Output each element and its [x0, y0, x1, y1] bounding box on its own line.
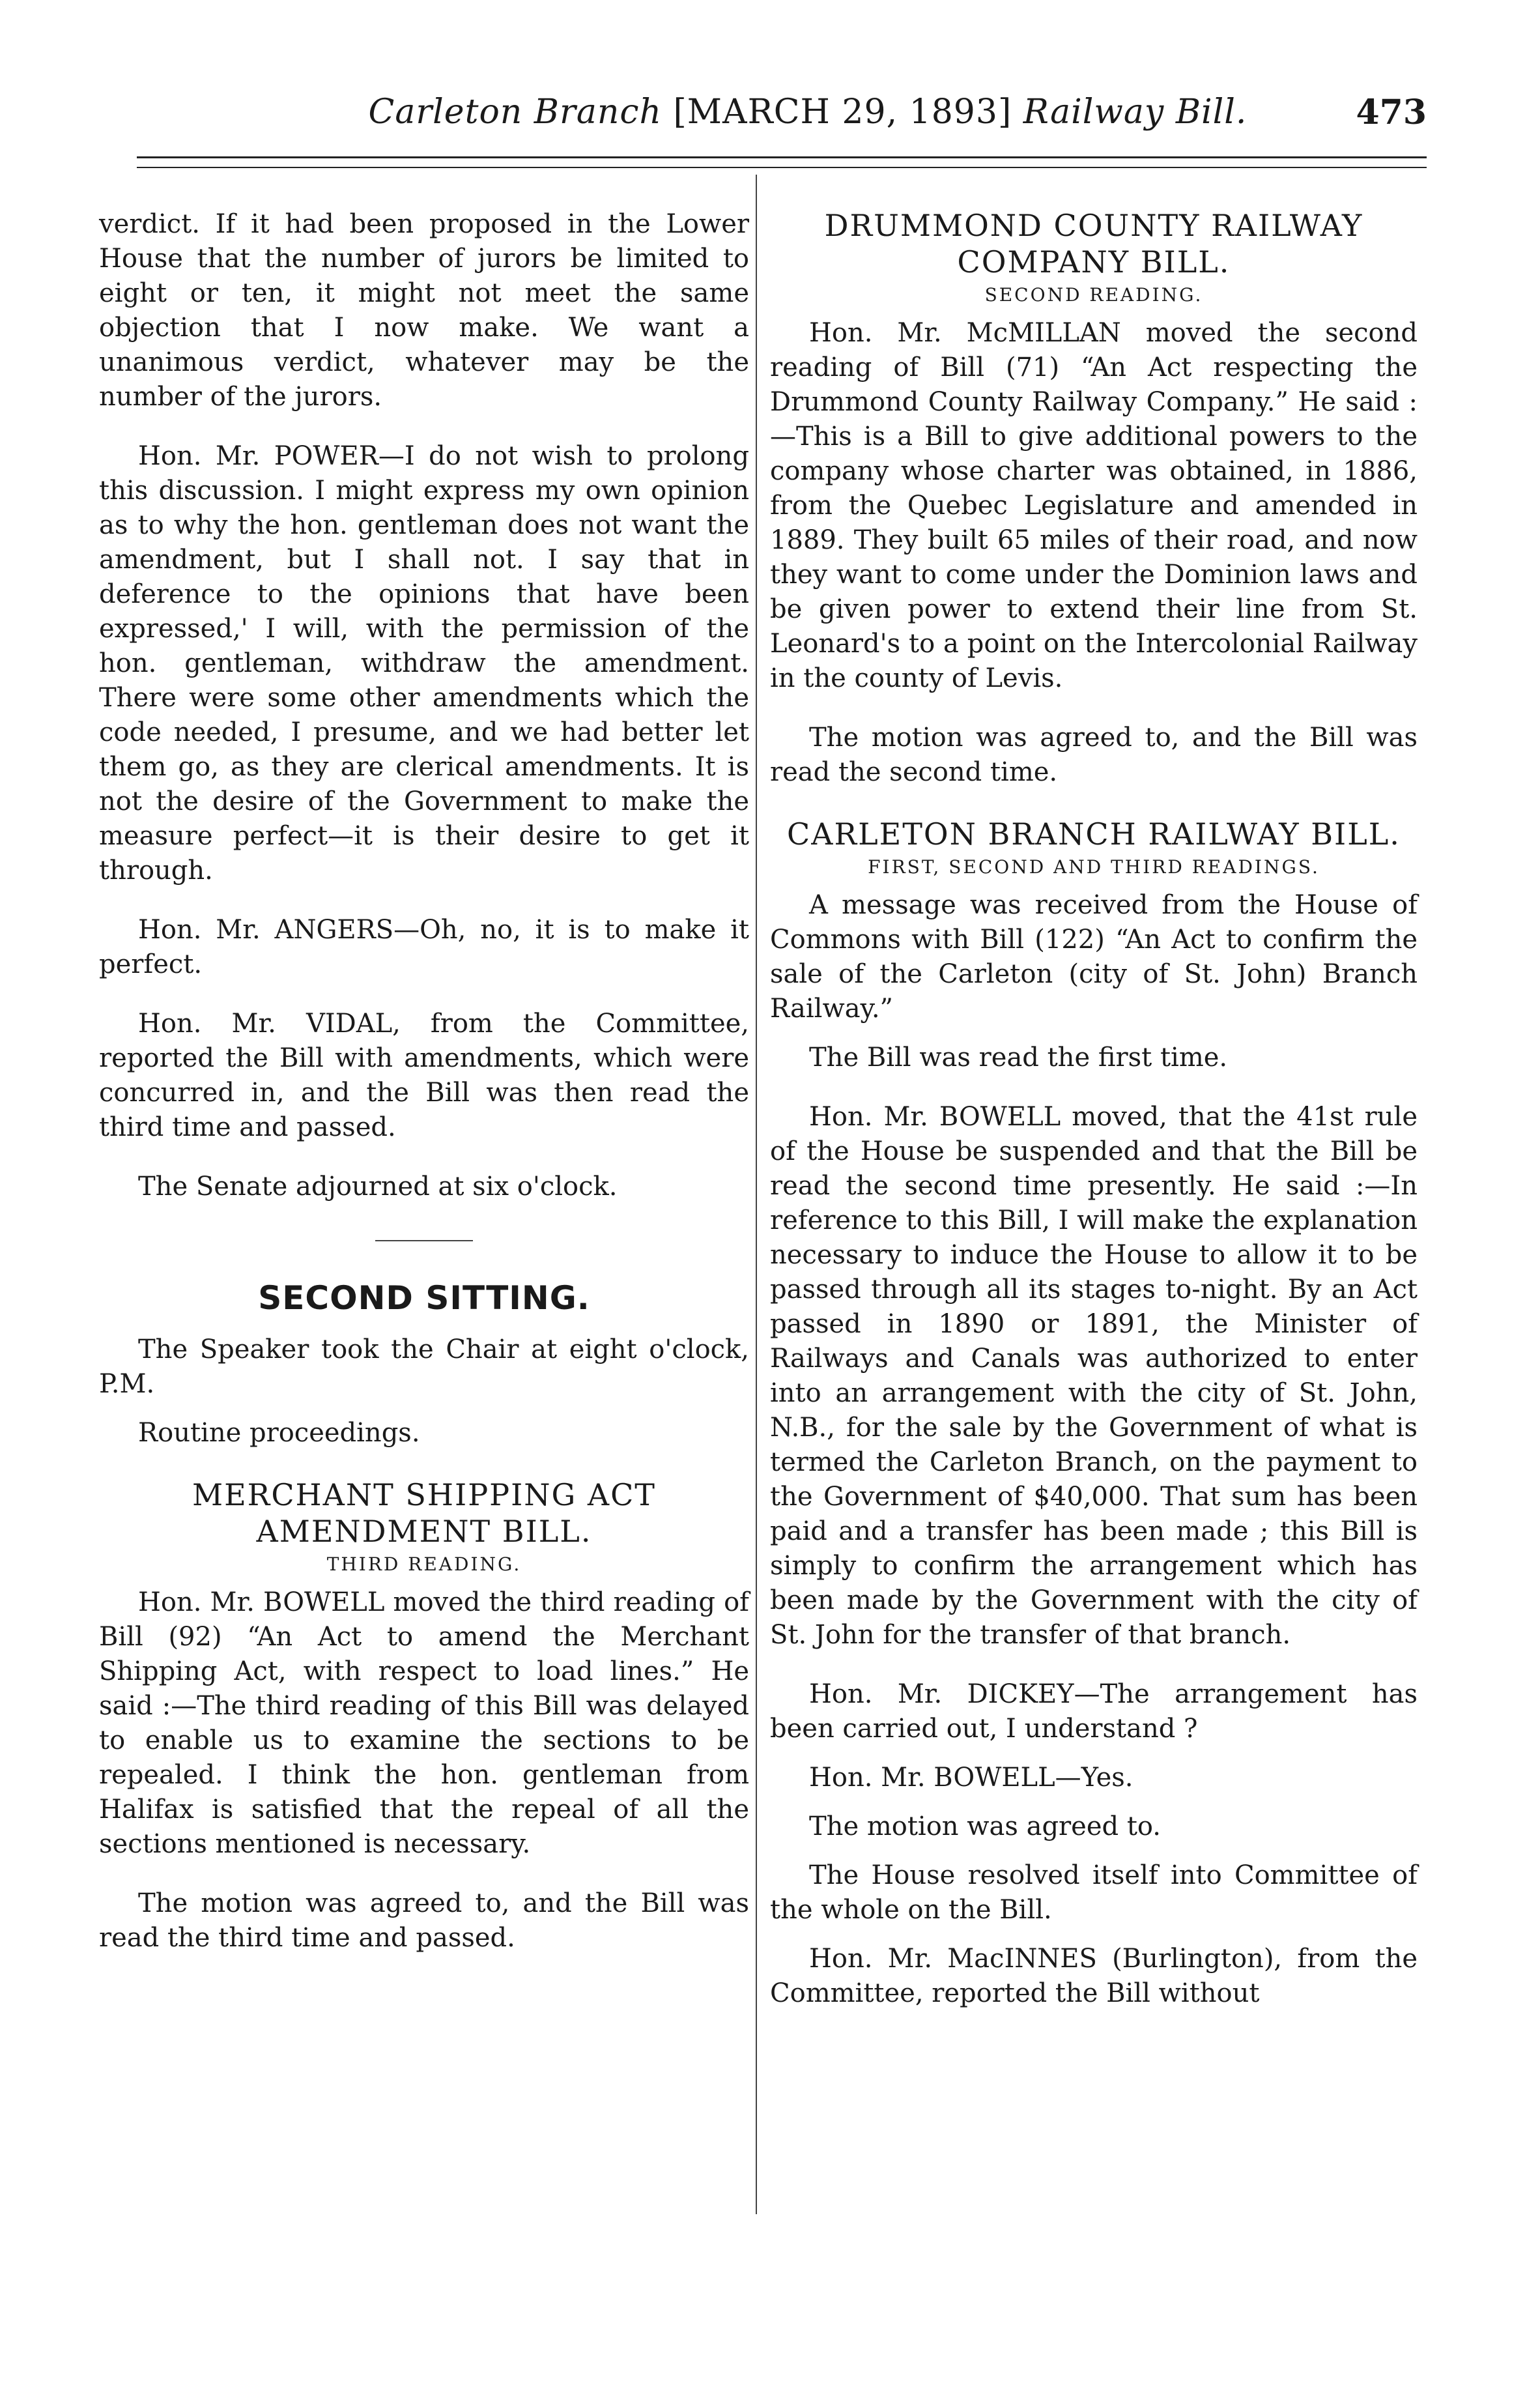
- column-divider: [756, 175, 757, 2214]
- section-separator: [375, 1240, 473, 1241]
- paragraph: Hon. Mr. McMILLAN moved the second reading of Bill (71) “An Act respecting the Drummond County Railway Company.” He said :—This is a Bill to give additional powers to the company whose charter was obtained, in 1886, from the Quebec Legislature and amended in 1889. They built 65 miles of their road, and now they want to come under the Dominion laws and be given power to extend their line from St. Leonard's to a point on the Intercolonial Railway in the county of Levis.: [770, 318, 1418, 693]
- paragraph: The motion was agreed to.: [809, 1811, 1161, 1841]
- page-number: 473: [1356, 93, 1427, 132]
- section-subheading: THIRD READING.: [326, 1553, 522, 1575]
- sitting-heading: SECOND SITTING.: [258, 1279, 590, 1317]
- running-title: [345, 93, 1270, 132]
- paragraph: Hon. Mr. POWER—I do not wish to prolong this discussion. I might express my own opinion as to why the hon. gentleman does not want the amendment, but I shall not. I say that in deference to the opinions that have been expressed,' I will, with the permission of the hon. gentleman, withdraw the amendment. There were some other amendments which the code needed, I presume, and we had better let them go, as they are clerical amendments. It is not the desire of the Government to make the measure perfect—it is their desire to get it through.: [99, 441, 749, 886]
- paragraph: Hon. Mr. MacINNES (Burlington), from the Committee, reported the Bill without: [770, 1944, 1418, 2008]
- paragraph: verdict. If it had been proposed in the Lower House that the number of jurors be limited to eight or ten, it might not meet the same objection that I now make. We want a unanimous verdict, whatever may be the number of the jurors.: [99, 209, 749, 412]
- section-subheading: FIRST, SECOND AND THIRD READINGS.: [868, 856, 1320, 878]
- section-subheading: SECOND READING.: [984, 284, 1203, 306]
- paragraph: The Senate adjourned at six o'clock.: [138, 1172, 618, 1202]
- running-title-date: [MARCH 29, 1893]: [673, 93, 1012, 132]
- section-heading-drummond: DRUMMOND COUNTY RAILWAY COMPANY BILL.: [824, 208, 1363, 280]
- paragraph: A message was received from the House of Commons with Bill (122) “An Act to confirm the sale of the Carleton (city of St. John) Branch Railway.”: [770, 890, 1418, 1024]
- section-heading-carleton: CARLETON BRANCH RAILWAY BILL.: [787, 816, 1401, 852]
- paragraph: The Speaker took the Chair at eight o'clock, P.M.: [99, 1335, 749, 1399]
- paragraph: Hon. Mr. ANGERS—Oh, no, it is to make it perfect.: [99, 915, 749, 979]
- paragraph: The House resolved itself into Committee of the whole on the Bill.: [770, 1860, 1418, 1925]
- section-heading-merchant-shipping: MERCHANT SHIPPING ACT AMENDMENT BILL.: [192, 1477, 656, 1549]
- paragraph: Hon. Mr. DICKEY—The arrangement has been carried out, I understand ?: [770, 1679, 1418, 1744]
- paragraph: Hon. Mr. BOWELL moved, that the 41st rule of the House be suspended and that the Bill be read the second time presently. He said :—In reference to this Bill, I will make the explanation necessary to induce the House to allow it to be passed through all its stages to-night. By an Act passed in 1890 or 1891, the Minister of Railways and Canals was authorized to enter into an arrangement with the city of St. John, N.B., for the sale by the Government of what is termed the Carleton Branch, on the payment to the Government of $40,000. That sum has been paid and a transfer has been made ; this Bill is simply to confirm the arrangement which has been made by the Government with the city of St. John for the transfer of that branch.: [770, 1102, 1418, 1650]
- right-column: [770, 207, 1418, 2011]
- paragraph: Hon. Mr. BOWELL—Yes.: [809, 1763, 1134, 1793]
- header-rule-top: [137, 156, 1427, 158]
- running-title-left: Carleton Branch: [368, 93, 662, 132]
- running-header: [130, 93, 1427, 145]
- paragraph: The motion was agreed to, and the Bill was read the third time and passed.: [99, 1888, 749, 1953]
- paragraph: Hon. Mr. BOWELL moved the third reading of Bill (92) “An Act to amend the Merchant Shipping Act, with respect to load lines.” He said :—The third reading of this Bill was delayed to enable us to examine the sections to be repealed. I think the hon. gentleman from Halifax is satisfied that the repeal of all the sections mentioned is necessary.: [99, 1587, 749, 1859]
- left-column: [99, 207, 749, 1955]
- paragraph: The Bill was read the first time.: [809, 1043, 1228, 1073]
- running-title-right: Railway Bill.: [1023, 93, 1248, 132]
- paragraph: Hon. Mr. VIDAL, from the Committee, reported the Bill with amendments, which were concurred in, and the Bill was then read the third time and passed.: [99, 1009, 749, 1142]
- paragraph: The motion was agreed to, and the Bill was read the second time.: [770, 723, 1418, 787]
- paragraph: Routine proceedings.: [138, 1418, 420, 1448]
- header-rule-bottom: [137, 167, 1427, 168]
